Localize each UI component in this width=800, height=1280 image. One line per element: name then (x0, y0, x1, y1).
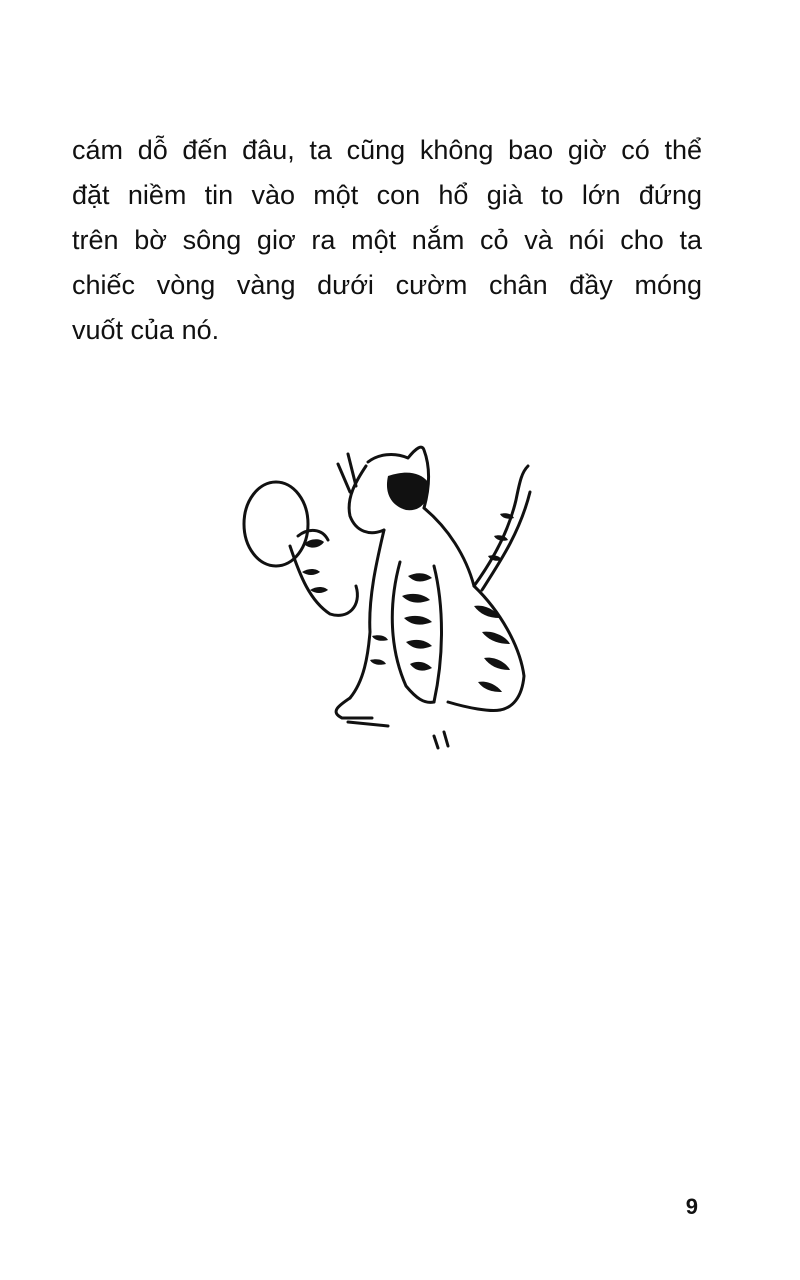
page-number: 9 (685, 1194, 698, 1219)
text-line: vuốt của nó. (72, 315, 220, 345)
tiger-holding-ring-icon (238, 436, 538, 756)
text-line: đặt niềm tin vào một con hổ già to lớn đứng (72, 180, 702, 210)
text-line: cám dỗ đến đâu, ta cũng không bao giờ có thể (72, 135, 702, 165)
body-paragraph (72, 128, 702, 353)
ring-shape (244, 482, 308, 566)
text-line: trên bờ sông giơ ra một nắm cỏ và nói cho ta (72, 225, 702, 255)
text-line: chiếc vòng vàng dưới cườm chân đầy móng (72, 270, 702, 300)
